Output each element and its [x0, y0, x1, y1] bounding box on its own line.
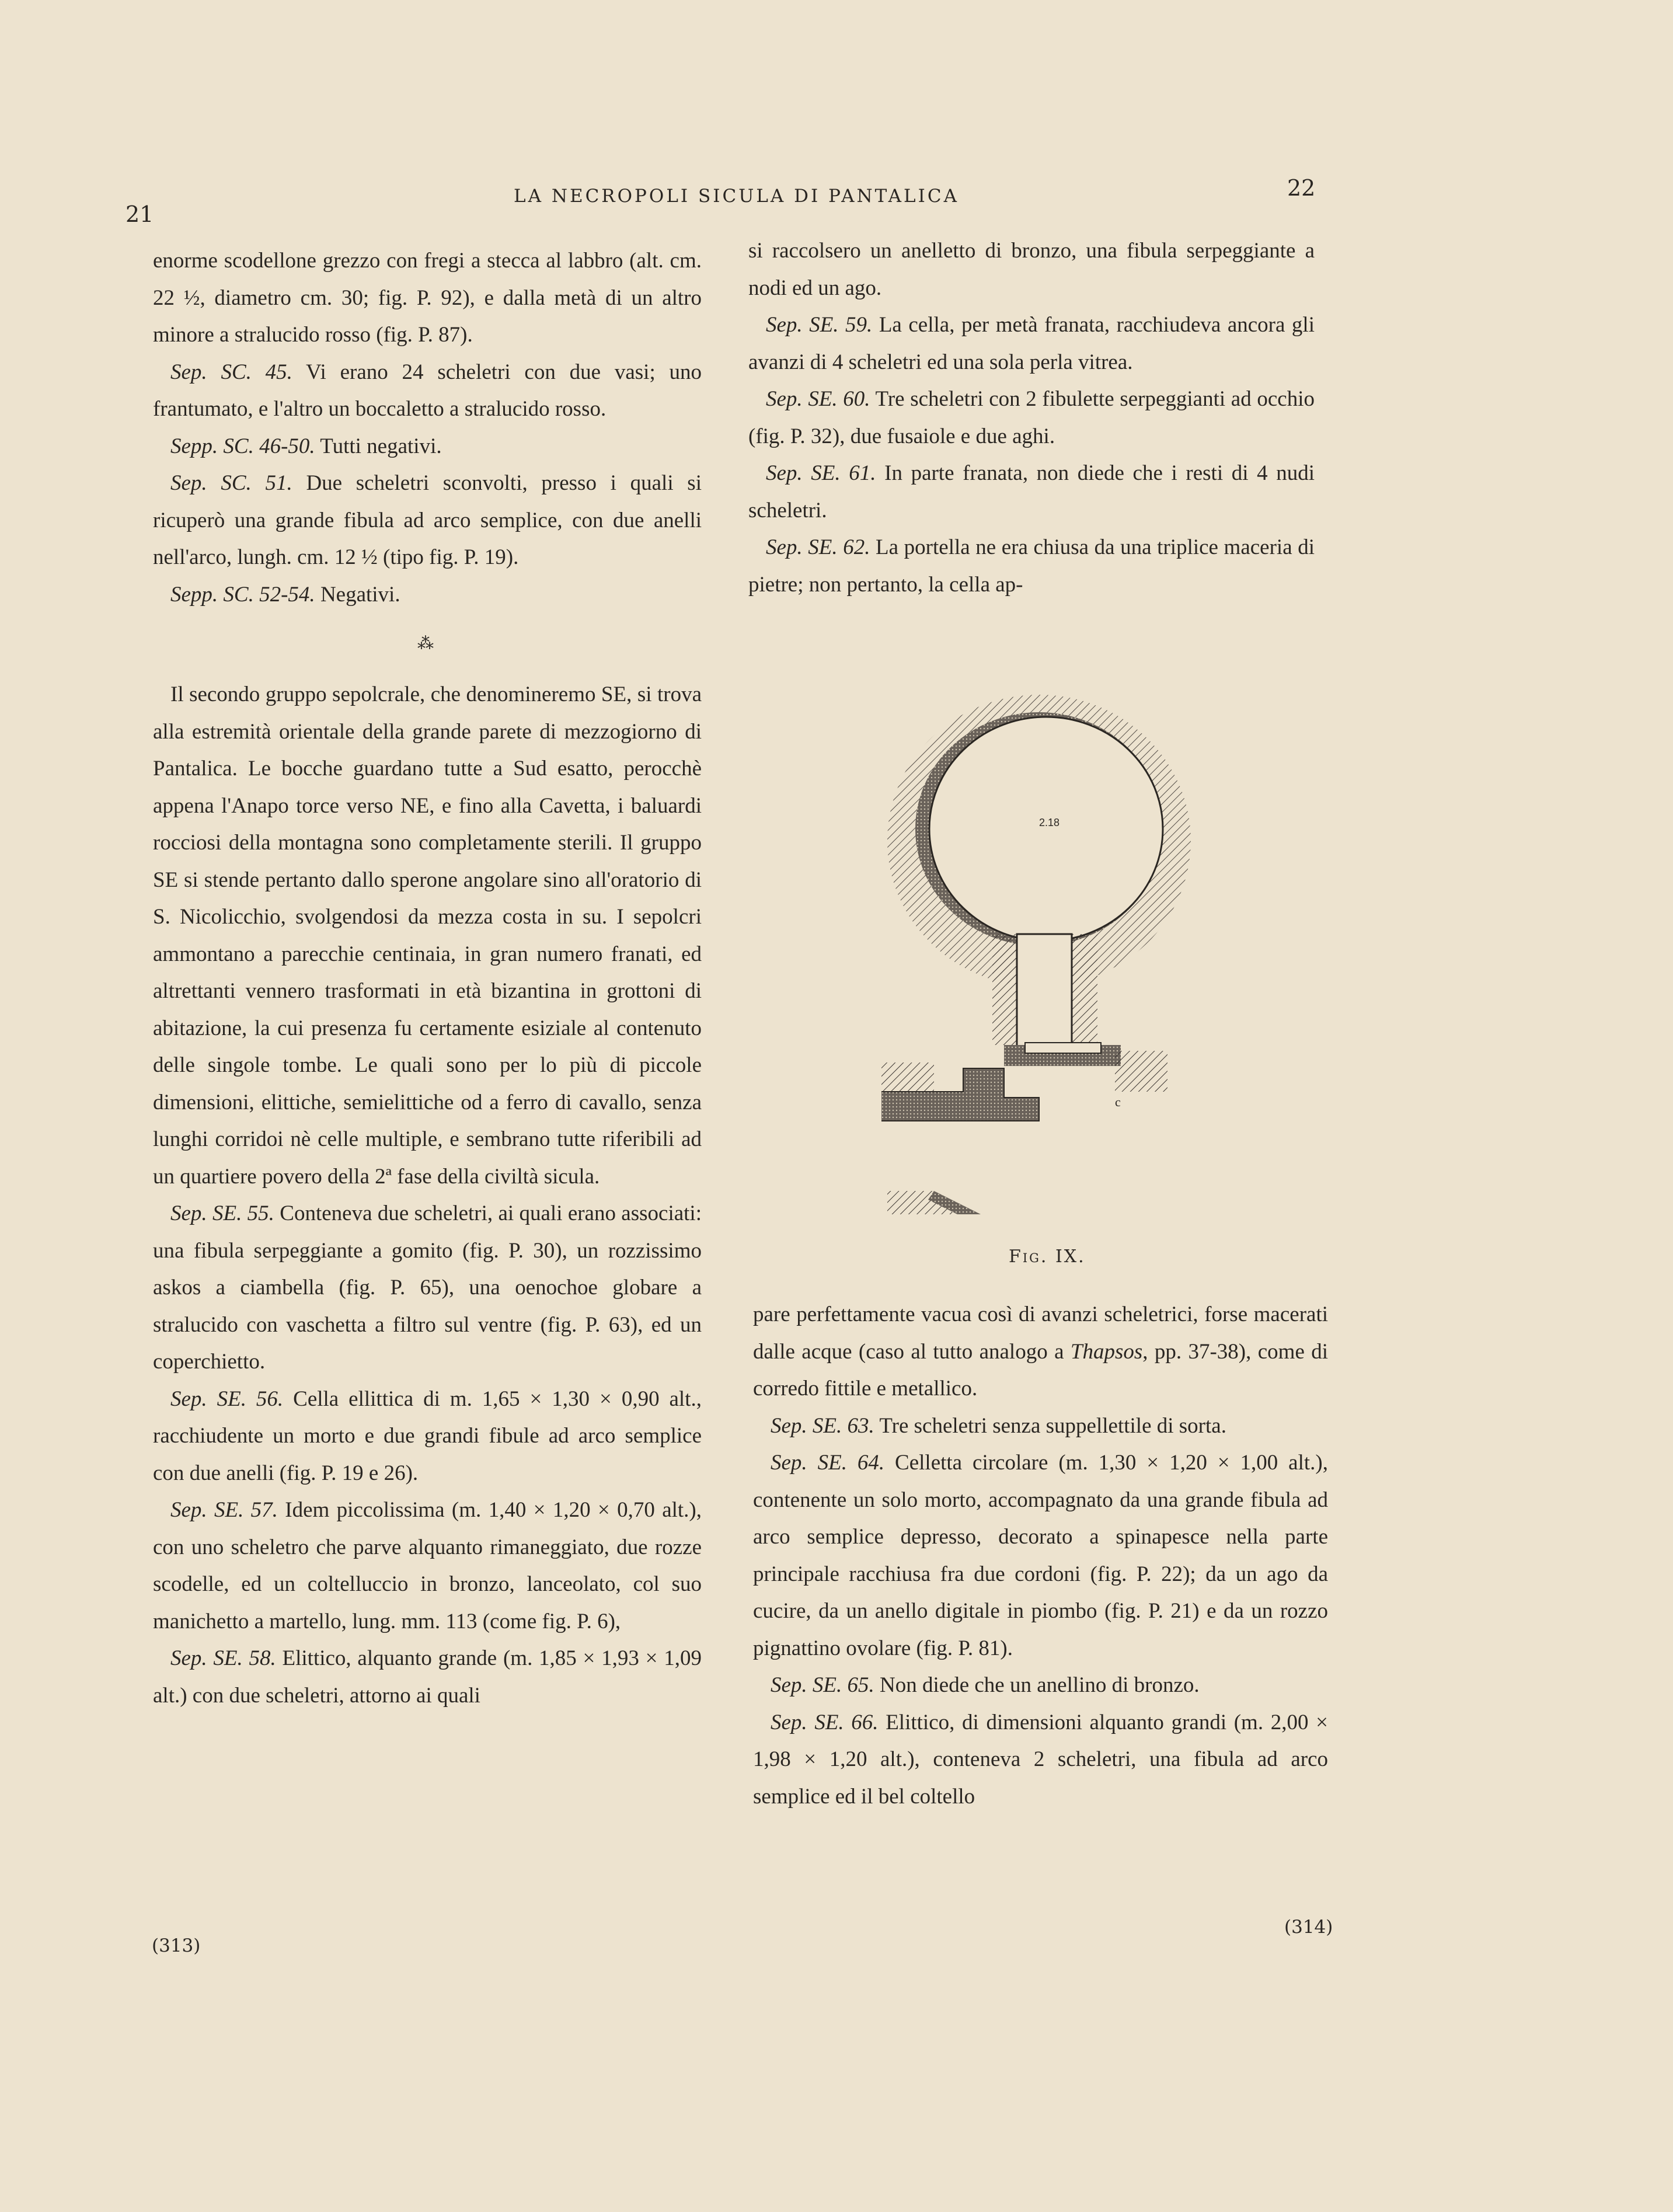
tomb-ref: Sepp. SC. 52-54.: [170, 582, 315, 607]
tomb-ref: Sep. SE. 64.: [771, 1451, 885, 1475]
paragraph-text: pare perfettamente vacua così di avanzi scheletrici, forse macerati dalle acque (caso al tutto analogo a: [753, 1302, 1328, 1364]
paragraph: [753, 1667, 1328, 1704]
paragraph-text: Celletta circolare (m. 1,30 × 1,20 × 1,00 alt.), contenente un solo morto, accompagnato da una grande fibula ad arco semplice depresso, decorato a spinapesce nella parte principale racchiusa fra due cordoni (fig. P. 22); da un ago da cucire, da un anello digitale in piombo (fig. P. 21) e da un rozzo pignattino ovolare (fig. P. 81).: [753, 1451, 1328, 1660]
left-column: [153, 242, 702, 1714]
tomb-ref: Sep. SE. 61.: [766, 461, 876, 485]
right-column-top: [748, 232, 1315, 603]
tomb-plan-drawing: [864, 689, 1226, 1249]
page-number-left: 21: [126, 201, 154, 227]
tomb-ref: Sep. SE. 62.: [766, 535, 870, 559]
running-title: LA NECROPOLI SICULA DI PANTALICA: [514, 186, 959, 207]
paragraph-text: Negativi.: [315, 582, 400, 607]
paragraph: [753, 1704, 1328, 1816]
paragraph-text: Conteneva due scheletri, ai quali erano associati: una fibula serpeggiante a gomito (fig. P. 30), un rozzissimo askos a ciambella (fig. P. 65), una oenochoe globare a stralucido con vaschetta a filtro sul ventre (fig. P. 63), ed un coperchietto.: [153, 1201, 702, 1374]
paragraph: si raccolsero un anelletto di bronzo, una fibula serpeggiante a nodi ed un ago.: [748, 239, 1315, 300]
tomb-ref: Sep. SE. 63.: [771, 1413, 874, 1438]
paragraph: [153, 428, 702, 465]
paragraph-text: Tre scheletri senza suppellettile di sorta.: [874, 1413, 1226, 1438]
paragraph: [748, 529, 1315, 603]
paragraph-text: Cella ellittica di m. 1,65 × 1,30 × 0,90 alt., racchiudente un morto e due grandi fibule ad arco semplice con due anelli (fig. P. 19 e 26).: [153, 1387, 702, 1485]
paragraph: enorme scodellone grezzo con fregi a stecca al labbro (alt. cm. 22 ½, diametro cm. 30; fig. P. 92), e dalla metà di un altro minore a stralucido rosso (fig. P. 87).: [153, 249, 702, 347]
place-name: Thapsos: [1070, 1339, 1143, 1364]
paragraph-text: In parte franata, non diede che i resti di 4 nudi scheletri.: [748, 461, 1315, 522]
tomb-ref: Sep. SE. 57.: [170, 1498, 278, 1522]
footer-page-right: (314): [1284, 1917, 1333, 1938]
tomb-ref: Sep. SC. 45.: [170, 360, 292, 384]
paragraph: [748, 455, 1315, 529]
right-column-bottom: [753, 1296, 1328, 1815]
paragraph: [153, 354, 702, 428]
paragraph-text: , pp. 37-38), come di corredo fittile e metallico.: [753, 1339, 1329, 1401]
paragraph-text: La portella ne era chiusa da una triplice maceria di pietre; non pertanto, la cella ap-: [748, 535, 1315, 597]
paragraph-text: Due scheletri sconvolti, presso i quali si ricuperò una grande fibula ad arco semplice, con due anelli nell'arco, lungh. cm. 12 ½ (tipo fig. P. 19).: [153, 471, 702, 569]
tomb-ref: Sep. SE. 59.: [766, 313, 873, 337]
paragraph: [748, 381, 1315, 455]
tomb-ref: Sepp. SC. 46-50.: [170, 434, 315, 458]
paragraph-text: Elittico, di dimensioni alquanto grandi (m. 2,00 × 1,98 × 1,20 alt.), conteneva 2 scheletri, una fibula ad arco semplice ed il bel coltello: [753, 1710, 1328, 1809]
page-number-right: 22: [1287, 175, 1316, 201]
paragraph-text: Vi erano 24 scheletri con due vasi; uno frantumato, e l'altro un boccaletto a stralucido rosso.: [153, 360, 702, 421]
paragraph: [753, 1408, 1328, 1445]
section-asterism: ⁂: [417, 635, 437, 653]
footer-page-left: (313): [152, 1935, 201, 1956]
paragraph-text: Elittico, alquanto grande (m. 1,85 × 1,93 × 1,09 alt.) con due scheletri, attorno ai quali: [153, 1646, 702, 1708]
paragraph: [153, 1640, 702, 1714]
paragraph: [153, 576, 702, 614]
paragraph: [153, 1492, 702, 1640]
paragraph: [153, 1195, 702, 1381]
paragraph-text: La cella, per metà franata, racchiudeva ancora gli avanzi di 4 scheletri ed una sola perla vitrea.: [748, 313, 1315, 374]
tomb-ref: Sep. SE. 65.: [771, 1673, 874, 1697]
paragraph-text: Idem piccolissima (m. 1,40 × 1,20 × 0,70 alt.), con uno scheletro che parve alquanto rimaneggiato, due rozze scodelle, ed un coltelluccio in bronzo, lanceolato, col suo manichetto a martello, lung. mm. 113 (come fig. P. 6),: [153, 1498, 702, 1633]
paragraph-text: Non diede che un anellino di bronzo.: [874, 1673, 1200, 1697]
tomb-ref: Sep. SE. 56.: [170, 1387, 284, 1411]
tomb-plan-figure: [864, 689, 1226, 1249]
tomb-ref: Sep. SE. 66.: [771, 1710, 879, 1734]
paragraph: [153, 1381, 702, 1492]
figure-caption: Fig. IX.: [1009, 1246, 1086, 1267]
paragraph: [748, 306, 1315, 381]
tomb-ref: Sep. SE. 58.: [170, 1646, 276, 1670]
paragraph: Il secondo gruppo sepolcrale, che denomineremo SE, si trova alla estremità orientale della grande parete di mezzogiorno di Pantalica. Le bocche guardano tutte a Sud esatto, perocchè appena l'Anapo torce verso NE, e fino alla Cavetta, i baluardi rocciosi della montagna sono completamente sterili. Il gruppo SE si stende pertanto dallo sperone angolare sino all'oratorio di S. Nicolicchio, svolgendosi da mezza costa in su. I sepolcri ammontano a parecchie centinaia, in gran numero franati, ed altrettanti vennero trasformati in età bizantina in grottoni di abitazione, la cui presenza fu certamente esiziale al contenuto delle singole tombe. Le quali sono per lo più di piccole dimensioni, elittiche, semielittiche od a ferro di cavallo, senza lunghi corridoi nè celle multiple, e sembrano tutte riferibili ad un quartiere povero della 2ª fase della civiltà sicula.: [153, 682, 702, 1189]
paragraph-text: Tre scheletri con 2 fibulette serpeggianti ad occhio (fig. P. 32), due fusaiole e due aghi.: [748, 387, 1315, 448]
tomb-ref: Sep. SC. 51.: [170, 471, 292, 495]
paragraph: [753, 1296, 1328, 1408]
dimension-label: 2.18: [1039, 817, 1060, 828]
paragraph: [153, 465, 702, 576]
tomb-ref: Sep. SE. 55.: [170, 1201, 274, 1225]
marker-label: c: [1115, 1095, 1121, 1109]
paragraph: [753, 1444, 1328, 1667]
paragraph-text: Tutti negativi.: [315, 434, 442, 458]
tomb-ref: Sep. SE. 60.: [766, 387, 870, 411]
